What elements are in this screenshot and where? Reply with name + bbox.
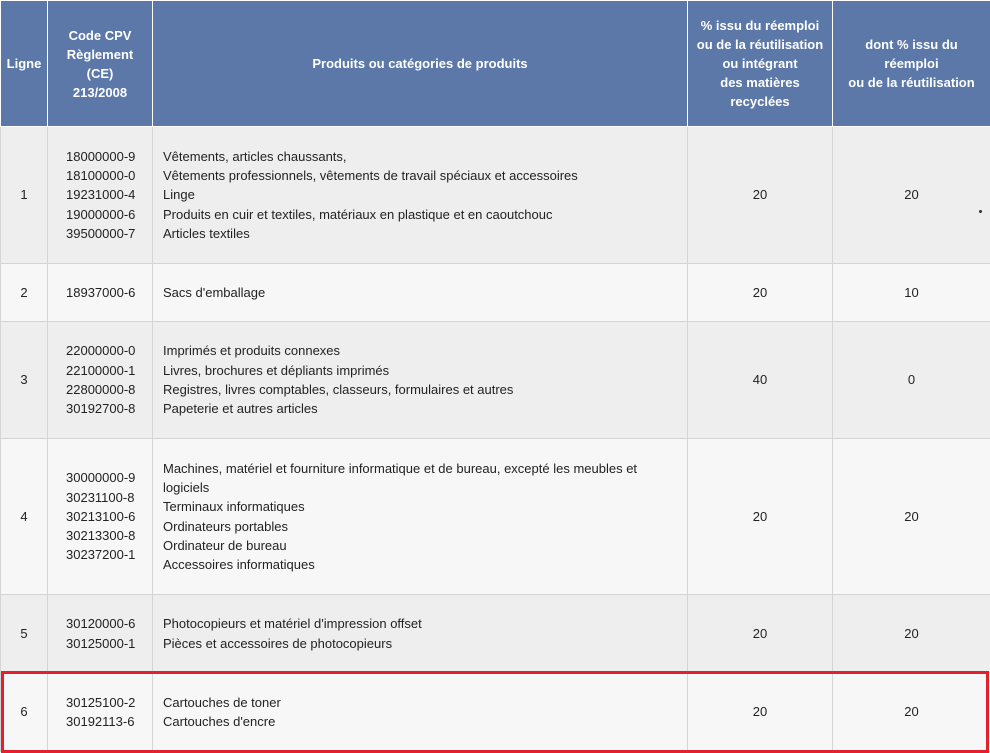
row-products: Sacs d'emballage	[153, 264, 688, 322]
row-products: Photocopieurs et matériel d'impression offset Pièces et accessoires de photocopieurs	[153, 595, 688, 673]
row-ligne: 5	[1, 595, 48, 673]
row-pct-recycled: 20	[688, 595, 833, 673]
row-products: Cartouches de toner Cartouches d'encre	[153, 673, 688, 752]
row-products: Vêtements, articles chaussants, Vêtements professionnels, vêtements de travail spéciaux et accessoires Linge Produits en cuir et textiles, matériaux en plastique et en caoutchouc Articles textiles	[153, 127, 688, 264]
row-codes: 30125100-2 30192113-6	[48, 673, 153, 752]
row-codes: 18000000-9 18100000-0 19231000-4 19000000-6 39500000-7	[48, 127, 153, 264]
header-ligne: Ligne	[1, 1, 48, 127]
row-pct-reuse: 20	[833, 673, 990, 752]
stray-dot	[979, 210, 982, 213]
table-row-highlighted	[1, 673, 990, 752]
table-row	[1, 439, 990, 595]
row-pct-recycled: 20	[688, 264, 833, 322]
header-code-cpv: Code CPV Règlement (CE) 213/2008	[48, 1, 153, 127]
row-products: Machines, matériel et fourniture informatique et de bureau, excepté les meubles et logiciels Terminaux informatiques Ordinateurs portables Ordinateur de bureau Accessoires informatiques	[153, 439, 688, 595]
row-ligne: 4	[1, 439, 48, 595]
row-pct-recycled: 20	[688, 127, 833, 264]
row-ligne: 3	[1, 322, 48, 439]
row-products: Imprimés et produits connexes Livres, brochures et dépliants imprimés Registres, livres comptables, classeurs, formulaires et autres Papeterie et autres articles	[153, 322, 688, 439]
header-row	[1, 1, 990, 127]
row-pct-recycled: 40	[688, 322, 833, 439]
row-ligne: 2	[1, 264, 48, 322]
table-row	[1, 322, 990, 439]
row-pct-reuse: 20	[833, 127, 990, 264]
row-pct-reuse: 20	[833, 439, 990, 595]
row-ligne: 1	[1, 127, 48, 264]
row-pct-reuse: 20	[833, 595, 990, 673]
header-pct-reuse: dont % issu du réemploi ou de la réutilisation	[833, 1, 990, 127]
row-codes: 22000000-0 22100000-1 22800000-8 30192700-8	[48, 322, 153, 439]
row-codes: 18937000-6	[48, 264, 153, 322]
row-pct-reuse: 0	[833, 322, 990, 439]
table-row	[1, 264, 990, 322]
row-pct-recycled: 20	[688, 673, 833, 752]
table-row	[1, 595, 990, 673]
header-pct-recycled: % issu du réemploi ou de la réutilisation ou intégrant des matières recyclées	[688, 1, 833, 127]
row-codes: 30000000-9 30231100-8 30213100-6 30213300-8 30237200-1	[48, 439, 153, 595]
header-products: Produits ou catégories de produits	[153, 1, 688, 127]
row-pct-recycled: 20	[688, 439, 833, 595]
row-codes: 30120000-6 30125000-1	[48, 595, 153, 673]
table-row	[1, 127, 990, 264]
row-ligne: 6	[1, 673, 48, 752]
row-pct-reuse: 10	[833, 264, 990, 322]
